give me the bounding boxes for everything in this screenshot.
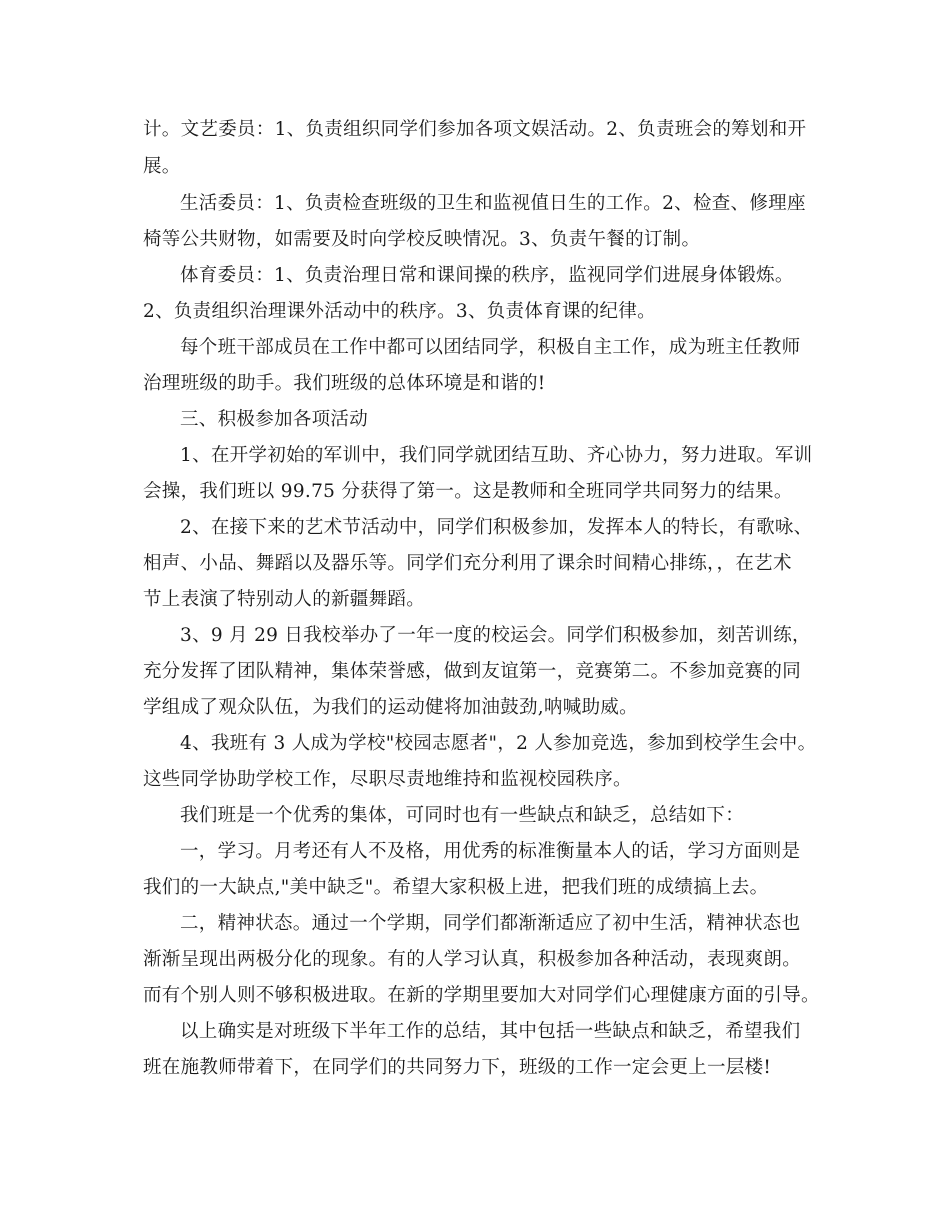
text-line: 一，学习。月考还有人不及格，用优秀的标准衡量本人的话，学习方面则是 [180,841,801,862]
text-line: 我们班是一个优秀的集体，可同时也有一些缺点和缺乏，总结如下： [180,805,745,826]
text-line: 治理班级的助手。我们班级的总体环境是和谐的! [143,373,546,394]
text-line: 2、负责组织治理课外活动中的秩序。3、负责体育课的纪律。 [143,301,656,322]
text-line: 体育委员：1、负责治理日常和课间操的秩序，监视同学们进展身体锻炼。 [180,265,794,286]
text-line: 节上表演了特别动人的新疆舞蹈。 [143,589,426,610]
text-line: 相声、小品、舞蹈以及器乐等。同学们充分利用了课余时间精心排练，，在艺术 [143,553,792,574]
text-line: 充分发挥了团队精神，集体荣誉感，做到友谊第一，竞赛第二。不参加竞赛的同 [143,661,802,682]
text-line: 渐渐呈现出两极分化的现象。有的人学习认真，积极参加各种活动，表现爽朗。 [143,949,802,970]
text-line: 而有个别人则不够积极进取。在新的学期里要加大对同学们心理健康方面的引导。 [143,985,820,1006]
text-line: 计。文艺委员：1、负责组织同学们参加各项文娱活动。2、负责班会的筹划和开 [143,119,807,140]
text-line: 这些同学协助学校工作，尽职尽责地维持和监视校园秩序。 [143,769,632,790]
text-line: 我们的一大缺点,"美中缺乏"。希望大家积极上进，把我们班的成绩搞上去。 [143,877,769,898]
section-heading: 三、积极参加各项活动 [180,409,369,430]
text-line: 生活委员：1、负责检查班级的卫生和监视值日生的工作。2、检查、修理座 [180,193,806,214]
text-line: 班在施教师带着下，在同学们的共同努力下，班级的工作一定会更上一层楼! [143,1057,772,1078]
text-line: 以上确实是对班级下半年工作的总结，其中包括一些缺点和缺乏，希望我们 [180,1021,801,1042]
text-line: 学组成了观众队伍，为我们的运动健将加油鼓劲,呐喊助威。 [143,697,638,718]
text-line: 二，精神状态。通过一个学期，同学们都渐渐适应了初中生活，精神状态也 [180,913,801,934]
text-line: 3、9 月 29 日我校举办了一年一度的校运会。同学们积极参加，刻苦训练， [180,625,811,646]
text-line: 2、在接下来的艺术节活动中，同学们积极参加，发挥本人的特长，有歌咏、 [180,517,813,538]
text-line: 4、我班有 3 人成为学校"校园志愿者"，2 人参加竞选，参加到校学生会中。 [180,733,817,754]
text-line: 会操，我们班以 99.75 分获得了第一。这是教师和全班同学共同努力的结果。 [143,481,793,502]
text-line: 椅等公共财物，如需要及时向学校反映情况。3、负责午餐的订制。 [143,229,701,250]
text-line: 每个班干部成员在工作中都可以团结同学，积极自主工作，成为班主任教师 [180,337,801,358]
text-line: 展。 [143,156,181,177]
text-line: 1、在开学初始的军训中，我们同学就团结互助、齐心协力，努力进取。军训 [180,445,813,466]
